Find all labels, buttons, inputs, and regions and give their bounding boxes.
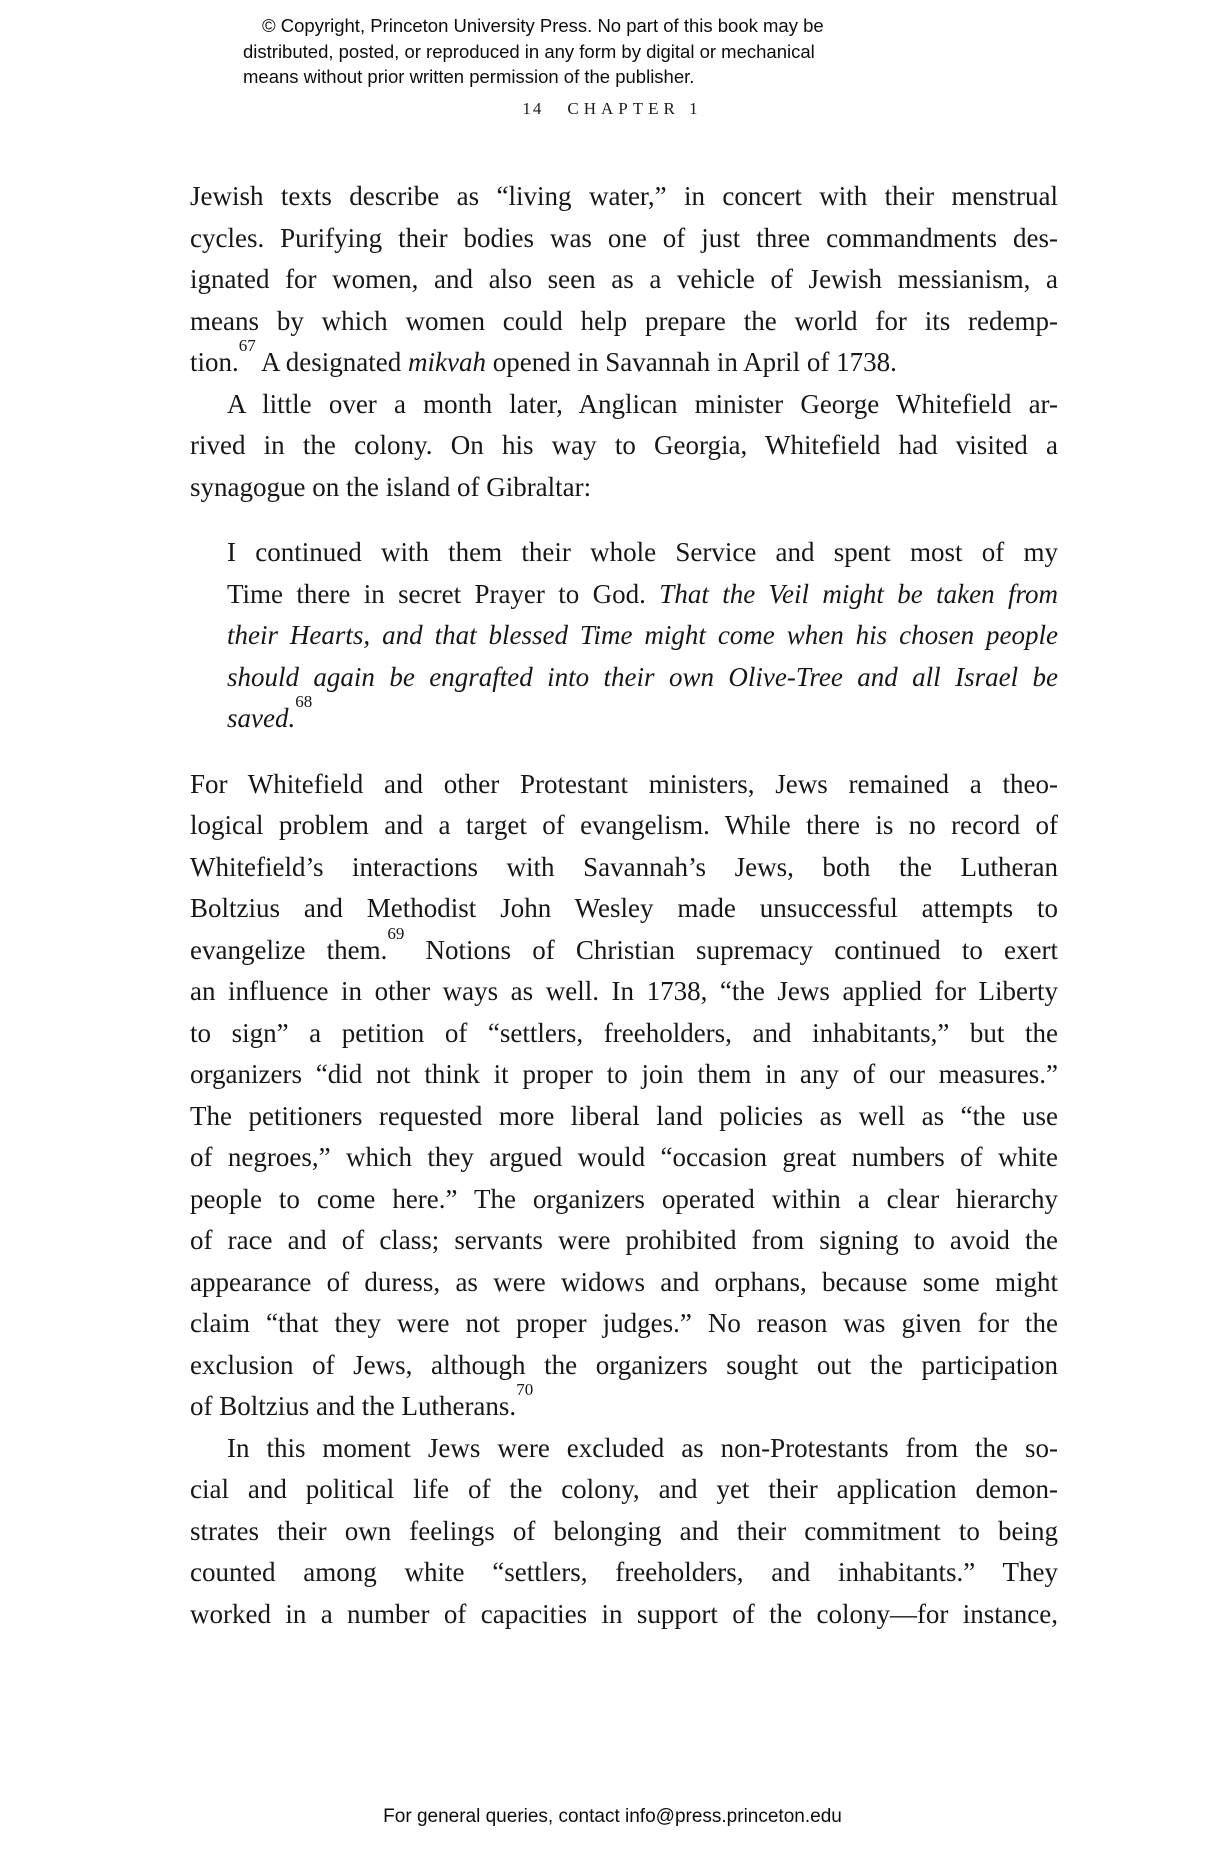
text-segment: Notions of Christian supremacy continued to exert xyxy=(404,934,1058,965)
text-line: For Whitefield and other Protestant ministers, Jews remained a theo- xyxy=(190,768,1058,799)
copyright-line: © Copyright, Princeton University Press. No part of this book may be xyxy=(262,15,824,36)
text-line xyxy=(227,574,1058,616)
footnote-ref-68: 68 xyxy=(295,692,313,711)
text-line: strates their own feelings of belonging and their commitment to being xyxy=(190,1515,1058,1546)
text-segment: evangelize them. xyxy=(190,934,388,965)
footer-contact: For general queries, contact info@press.princeton.edu xyxy=(383,1806,842,1827)
text-line: counted among white “settlers, freeholders, and inhabitants.” They xyxy=(190,1557,1058,1587)
italic-phrase: saved. xyxy=(227,703,296,733)
italic-phrase: their Hearts, and that blessed Time might come when his chosen people xyxy=(227,620,1058,650)
italic-phrase: should again be engrafted into their own Olive-Tree and all Israel be xyxy=(227,661,1058,692)
copyright-line: distributed, posted, or reproduced in any form by digital or mechanical xyxy=(243,40,815,62)
text-segment: opened in Savannah in April of 1738. xyxy=(485,347,897,377)
text-line: worked in a number of capacities in support of the colony—for instance, xyxy=(190,1598,1058,1629)
italic-term: mikvah xyxy=(408,347,486,377)
text-line xyxy=(190,1380,1058,1428)
footnote-ref-69: 69 xyxy=(387,923,405,943)
footnote-ref-70: 70 xyxy=(516,1380,534,1399)
text-line: In this moment Jews were excluded as non-Protestants from the so- xyxy=(227,1432,1058,1463)
text-line: appearance of duress, as were widows and orphans, because some might xyxy=(190,1266,1058,1297)
text-line: organizers “did not think it proper to join them in any of our measures.” xyxy=(190,1059,1058,1089)
text-line: exclusion of Jews, although the organizers sought out the participation xyxy=(190,1349,1058,1380)
text-line: The petitioners requested more liberal land policies as well as “the use xyxy=(190,1100,1058,1131)
text-line: claim “that they were not proper judges.” No reason was given for the xyxy=(190,1308,1058,1338)
text-line: people to come here.” The organizers operated within a clear hierarchy xyxy=(190,1183,1058,1214)
text-line: an influence in other ways as well. In 1738, “the Jews applied for Liberty xyxy=(190,976,1058,1006)
text-segment: Time there in secret Prayer to God. xyxy=(227,578,660,609)
text-line: cycles. Purifying their bodies was one of just three commandments des- xyxy=(190,222,1058,253)
text-segment: A designated xyxy=(255,347,408,377)
paragraph xyxy=(190,176,1058,384)
text-line: rived in the colony. On his way to Georgia, Whitefield had visited a xyxy=(190,430,1058,460)
paragraph xyxy=(190,764,1058,1428)
text-line: ignated for women, and also seen as a vehicle of Jewish messianism, a xyxy=(190,264,1058,294)
text-line: to sign” a petition of “settlers, freeholders, and inhabitants,” but the xyxy=(190,1017,1058,1048)
chapter-heading: CHAPTER 1 xyxy=(567,99,703,118)
page-body xyxy=(190,176,1058,1635)
block-quote xyxy=(190,532,1058,740)
running-head xyxy=(0,99,1225,119)
text-line: Jewish texts describe as “living water,” in concert with their menstrual xyxy=(190,181,1058,211)
text-segment: tion. xyxy=(190,347,239,377)
text-line xyxy=(227,692,1058,740)
text-line xyxy=(227,615,1058,657)
italic-phrase: That the Veil might be taken from xyxy=(659,578,1058,609)
paragraph xyxy=(190,384,1058,509)
text-line: means by which women could help prepare the world for its redemp- xyxy=(190,305,1058,336)
text-line: Whitefield’s interactions with Savannah’s Jews, both the Lutheran xyxy=(190,851,1058,882)
text-line: Boltzius and Methodist John Wesley made unsuccessful attempts to xyxy=(190,893,1058,923)
copyright-line: means without prior written permission of the publisher. xyxy=(243,66,695,87)
text-segment: of Boltzius and the Lutherans. xyxy=(190,1391,517,1421)
text-line: logical problem and a target of evangelism. While there is no record of xyxy=(190,810,1058,840)
paragraph xyxy=(190,1428,1058,1636)
text-line: of negroes,” which they argued would “occasion great numbers of white xyxy=(190,1142,1058,1172)
text-line: synagogue on the island of Gibraltar: xyxy=(190,471,592,502)
text-line xyxy=(227,657,1058,699)
text-line xyxy=(190,923,1058,972)
text-line: A little over a month later, Anglican minister George Whitefield ar- xyxy=(227,388,1058,419)
copyright-notice xyxy=(243,13,824,90)
text-line: I continued with them their whole Service and spent most of my xyxy=(227,537,1058,567)
text-line: of race and of class; servants were prohibited from signing to avoid the xyxy=(190,1225,1058,1255)
text-line xyxy=(190,336,1058,384)
footnote-ref-67: 67 xyxy=(238,336,256,355)
text-line: cial and political life of the colony, and yet their application demon- xyxy=(190,1474,1058,1504)
page-number: 14 xyxy=(522,99,544,118)
